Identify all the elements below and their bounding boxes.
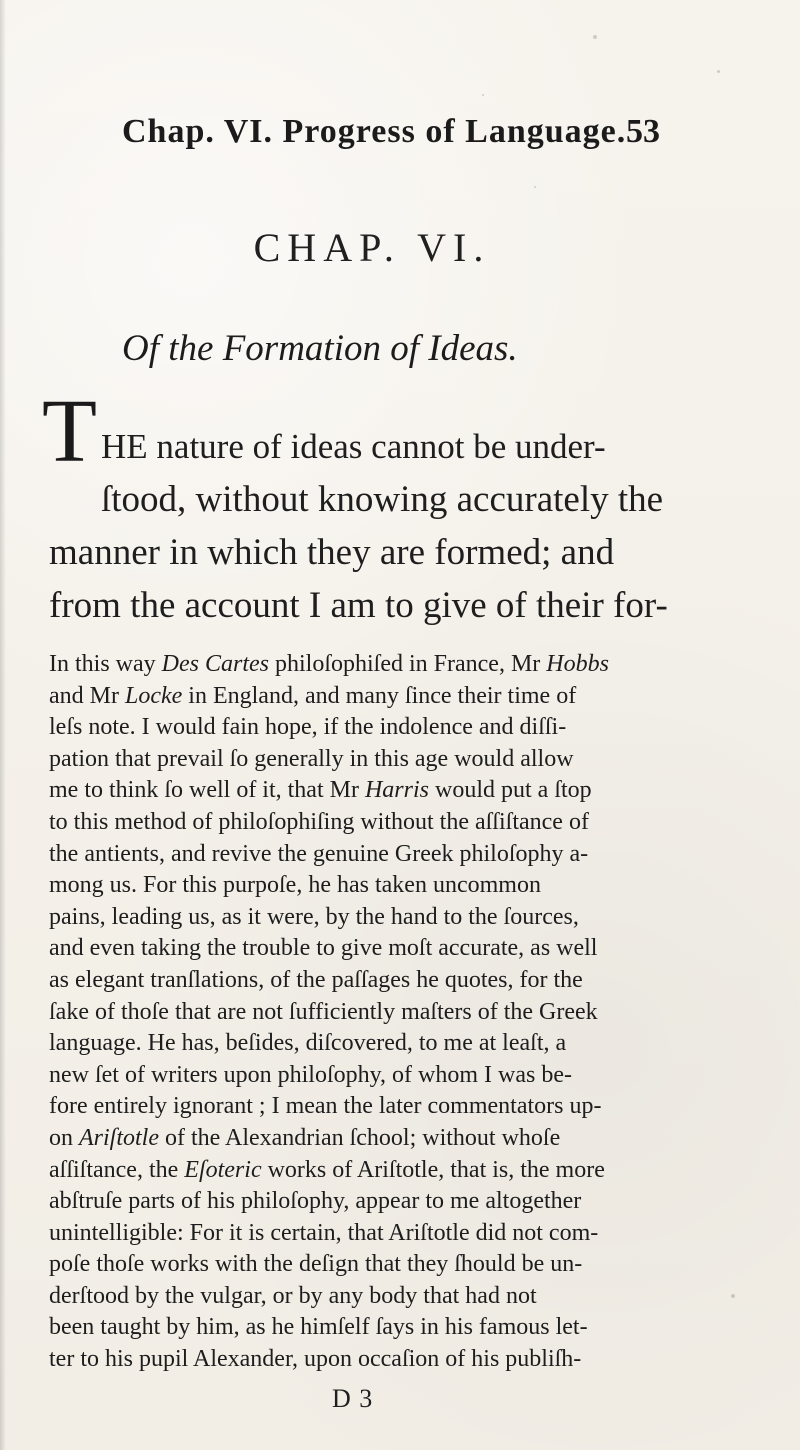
note-line-21: derſtood by the vulgar, or by any body that had not bbox=[49, 1282, 537, 1309]
note-line-3: leſs note. I would fain hope, if the indolence and diſſi- bbox=[49, 714, 567, 741]
signature-mark: D 3 bbox=[332, 1384, 374, 1413]
note-line-6: to this method of philoſophiſing without the aſſiſtance of bbox=[49, 808, 589, 835]
opening-line-1: HE nature of ideas cannot be under- bbox=[101, 427, 606, 466]
note-line-17-before: aſſiſtance, the bbox=[49, 1156, 185, 1183]
note-line-5-after: would put a ſtop bbox=[429, 777, 592, 804]
note-line-5-italic: Harris bbox=[364, 777, 429, 804]
note-line-16 bbox=[49, 1123, 771, 1155]
note-line-2-italic: Locke bbox=[124, 682, 183, 709]
opening-line-3: manner in which they are formed; and bbox=[49, 532, 615, 573]
note-line-11: as elegant tranſlations, of the paſſages he quotes, for the bbox=[49, 966, 583, 993]
chapter-title: CHAP. VI. bbox=[253, 225, 491, 270]
note-line-1-middle: philoſophiſed in France, Mr bbox=[269, 651, 547, 677]
note-line-2 bbox=[49, 681, 771, 713]
note-line-15: fore entirely ignorant ; I mean the later commentators up- bbox=[49, 1093, 602, 1120]
drop-cap: T bbox=[42, 382, 97, 481]
paper-speck bbox=[717, 70, 720, 73]
note-line-8: mong us. For this purpoſe, he has taken uncommon bbox=[49, 872, 541, 899]
note-line-2-after: in England, and many ſince their time of bbox=[182, 682, 577, 709]
running-head-title: Chap. VI. Progress of Language. bbox=[122, 113, 627, 150]
note-line-12: ſake of thoſe that are not ſufficiently maſters of the Greek bbox=[49, 998, 598, 1025]
note-line-16-before: on bbox=[49, 1124, 79, 1151]
note-line-14: new ſet of writers upon philoſophy, of whom I was be- bbox=[49, 1061, 573, 1088]
note-line-17-after: works of Ariſtotle, that is, the more bbox=[261, 1156, 605, 1183]
footnote-body bbox=[49, 649, 771, 1376]
note-line-22: been taught by him, as he himſelf ſays in his famous let- bbox=[49, 1314, 588, 1341]
note-line-18: abſtruſe parts of his philoſophy, appear to me altogether bbox=[49, 1188, 582, 1215]
paper-speck bbox=[534, 186, 536, 188]
note-line-2-before: and Mr bbox=[49, 682, 125, 709]
note-line-1-italic-2: Hobbs bbox=[546, 651, 609, 677]
note-line-5-before: me to think ſo well of it, that Mr bbox=[49, 777, 365, 804]
note-line-1-italic: Des Cartes bbox=[161, 651, 269, 677]
note-line-20: poſe thoſe works with the deſign that they ſhould be un- bbox=[49, 1251, 583, 1278]
note-line-17 bbox=[49, 1155, 771, 1187]
note-line-1 bbox=[49, 649, 771, 681]
note-line-9: pains, leading us, as it were, by the hand to the ſources, bbox=[49, 903, 579, 930]
note-line-16-after: of the Alexandrian ſchool; without whoſe bbox=[159, 1124, 561, 1151]
note-line-7: the antients, and revive the genuine Greek philoſophy a- bbox=[49, 840, 589, 867]
paper-speck bbox=[731, 1294, 735, 1298]
note-line-4: pation that prevail ſo generally in this age would allow bbox=[49, 745, 574, 772]
note-line-1-before: In this way bbox=[49, 651, 162, 677]
paper-speck bbox=[482, 94, 484, 96]
opening-line-4: from the account I am to give of their for- bbox=[49, 585, 668, 626]
page-left-shadow bbox=[0, 0, 6, 1450]
paper-speck bbox=[593, 35, 597, 39]
opening-line-2: ſtood, without knowing accurately the bbox=[101, 479, 664, 520]
note-line-16-italic: Ariſtotle bbox=[79, 1124, 159, 1151]
chapter-subtitle: Of the Formation of Ideas. bbox=[122, 328, 518, 369]
note-line-10: and even taking the trouble to give moſt accurate, as well bbox=[49, 935, 598, 962]
page-number: 53 bbox=[626, 113, 660, 150]
note-line-13: language. He has, beſides, diſcovered, to me at leaſt, a bbox=[49, 1030, 567, 1057]
note-line-23: ter to his pupil Alexander, upon occaſion of his publiſh- bbox=[49, 1346, 582, 1373]
note-line-17-italic: Eſoteric bbox=[184, 1156, 262, 1183]
note-line-5 bbox=[49, 775, 771, 807]
note-line-19: unintelligible: For it is certain, that Ariſtotle did not com- bbox=[49, 1219, 599, 1246]
